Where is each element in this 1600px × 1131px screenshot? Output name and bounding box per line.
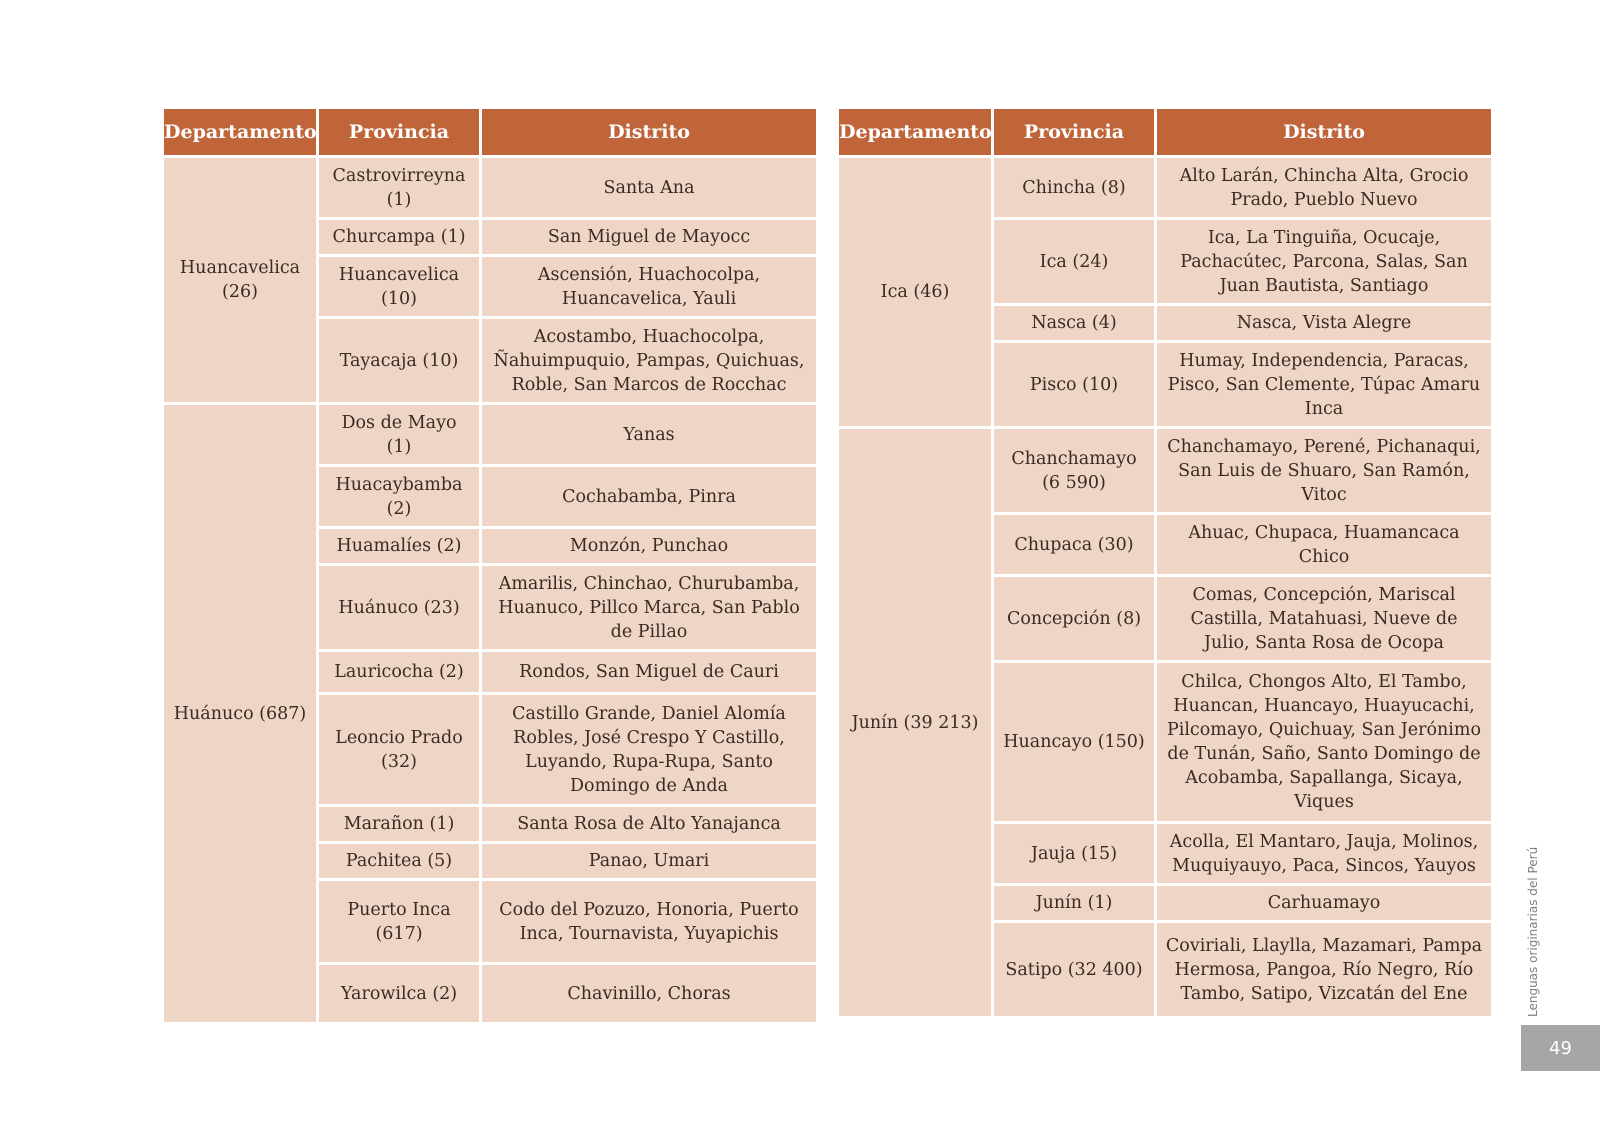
distrito-cell: Codo del Pozuzo, Honoria, Puerto Inca, Tournavista, Yuyapichis	[481, 880, 818, 964]
provincia-cell: Pachitea (5)	[318, 843, 481, 880]
header-distrito: Distrito	[1156, 108, 1493, 157]
header-provincia: Provincia	[318, 108, 481, 157]
provincia-cell: Nasca (4)	[993, 305, 1156, 342]
distrito-cell: Acolla, El Mantaro, Jauja, Molinos, Muquiyauyo, Paca, Sincos, Yauyos	[1156, 823, 1493, 885]
distrito-cell: Alto Larán, Chincha Alta, Grocio Prado, Pueblo Nuevo	[1156, 157, 1493, 219]
provincia-cell: Lauricocha (2)	[318, 651, 481, 694]
provincia-cell: Puerto Inca (617)	[318, 880, 481, 964]
provincia-cell: Huancayo (150)	[993, 662, 1156, 823]
distrito-cell: Coviriali, Llaylla, Mazamari, Pampa Hermosa, Pangoa, Río Negro, Río Tambo, Satipo, Vizcatán del Ene	[1156, 922, 1493, 1018]
header-provincia: Provincia	[993, 108, 1156, 157]
provincia-cell: Leoncio Prado (32)	[318, 694, 481, 806]
table-row	[163, 157, 818, 219]
distrito-cell: Chavinillo, Choras	[481, 964, 818, 1024]
side-caption: Lenguas originarias del Perú	[1526, 846, 1540, 1017]
provincia-cell: Marañon (1)	[318, 806, 481, 843]
distrito-cell: Monzón, Punchao	[481, 528, 818, 565]
provincia-cell: Chincha (8)	[993, 157, 1156, 219]
table-row	[163, 404, 818, 466]
departamento-cell: Huancavelica (26)	[163, 157, 318, 404]
table-header-row	[838, 108, 1493, 157]
provincia-cell: Yarowilca (2)	[318, 964, 481, 1024]
distrito-cell: Panao, Umari	[481, 843, 818, 880]
provincia-cell: Ica (24)	[993, 219, 1156, 305]
districts-table-left	[161, 106, 819, 1025]
header-distrito: Distrito	[481, 108, 818, 157]
distrito-cell: Ahuac, Chupaca, Huamancaca Chico	[1156, 514, 1493, 576]
distrito-cell: Chilca, Chongos Alto, El Tambo, Huancan, Huancayo, Huayucachi, Pilcomayo, Quichuay, San Jerónimo de Tunán, Saño, Santo Domingo de Acobamba, Sapallanga, Sicaya, Viques	[1156, 662, 1493, 823]
provincia-cell: Chanchamayo (6 590)	[993, 428, 1156, 514]
distrito-cell: Cochabamba, Pinra	[481, 466, 818, 528]
provincia-cell: Pisco (10)	[993, 342, 1156, 428]
page-number: 49	[1521, 1025, 1600, 1071]
distrito-cell: San Miguel de Mayocc	[481, 219, 818, 256]
distrito-cell: Acostambo, Huachocolpa, Ñahuimpuquio, Pampas, Quichuas, Roble, San Marcos de Rocchac	[481, 318, 818, 404]
distrito-cell: Yanas	[481, 404, 818, 466]
table-row	[838, 157, 1493, 219]
provincia-cell: Tayacaja (10)	[318, 318, 481, 404]
distrito-cell: Chanchamayo, Perené, Pichanaqui, San Luis de Shuaro, San Ramón, Vitoc	[1156, 428, 1493, 514]
distrito-cell: Nasca, Vista Alegre	[1156, 305, 1493, 342]
departamento-cell: Junín (39 213)	[838, 428, 993, 1018]
provincia-cell: Huamalíes (2)	[318, 528, 481, 565]
districts-table-right	[836, 106, 1494, 1019]
distrito-cell: Comas, Concepción, Mariscal Castilla, Matahuasi, Nueve de Julio, Santa Rosa de Ocopa	[1156, 576, 1493, 662]
provincia-cell: Huancavelica (10)	[318, 256, 481, 318]
distrito-cell: Rondos, San Miguel de Cauri	[481, 651, 818, 694]
provincia-cell: Junín (1)	[993, 885, 1156, 922]
header-departamento: Departamento	[163, 108, 318, 157]
distrito-cell: Santa Ana	[481, 157, 818, 219]
provincia-cell: Huánuco (23)	[318, 565, 481, 651]
table-header-row	[163, 108, 818, 157]
distrito-cell: Amarilis, Chinchao, Churubamba, Huanuco, Pillco Marca, San Pablo de Pillao	[481, 565, 818, 651]
distrito-cell: Ascensión, Huachocolpa, Huancavelica, Yauli	[481, 256, 818, 318]
header-departamento: Departamento	[838, 108, 993, 157]
table-row	[838, 428, 1493, 514]
provincia-cell: Concepción (8)	[993, 576, 1156, 662]
distrito-cell: Ica, La Tinguiña, Ocucaje, Pachacútec, Parcona, Salas, San Juan Bautista, Santiago	[1156, 219, 1493, 305]
provincia-cell: Castrovirreyna (1)	[318, 157, 481, 219]
distrito-cell: Santa Rosa de Alto Yanajanca	[481, 806, 818, 843]
provincia-cell: Huacaybamba (2)	[318, 466, 481, 528]
provincia-cell: Chupaca (30)	[993, 514, 1156, 576]
departamento-cell: Ica (46)	[838, 157, 993, 428]
provincia-cell: Dos de Mayo (1)	[318, 404, 481, 466]
provincia-cell: Satipo (32 400)	[993, 922, 1156, 1018]
provincia-cell: Jauja (15)	[993, 823, 1156, 885]
distrito-cell: Humay, Independencia, Paracas, Pisco, San Clemente, Túpac Amaru Inca	[1156, 342, 1493, 428]
distrito-cell: Castillo Grande, Daniel Alomía Robles, José Crespo Y Castillo, Luyando, Rupa-Rupa, Santo Domingo de Anda	[481, 694, 818, 806]
provincia-cell: Churcampa (1)	[318, 219, 481, 256]
distrito-cell: Carhuamayo	[1156, 885, 1493, 922]
departamento-cell: Huánuco (687)	[163, 404, 318, 1024]
